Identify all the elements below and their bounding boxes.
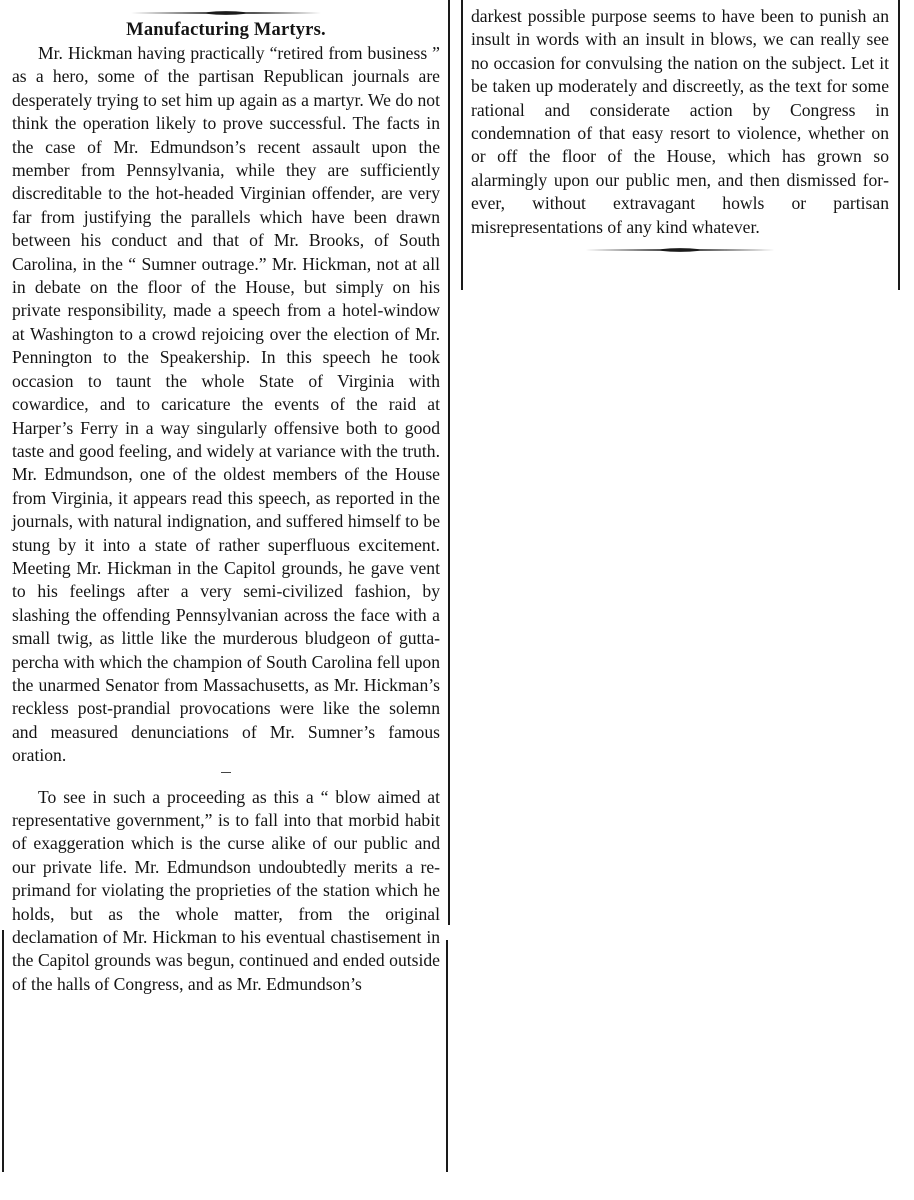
article-headline: Manufacturing Martyrs. [126, 20, 326, 40]
article-paragraph-2-part-2: darkest possible purpose seems to have been to punish an insult in words with an insult in blows, we can really see no occasion for convulsing the nation on the subject. Let it be taken up moderately and discreetly, as the text for some rational and considerate action by Congress in condemnation of that easy resort to violence, whether on or off the floor of the House, which has grown so alarmingly upon our public men, and then dismissed forever, without extravagant howls or partisan misrepresentations of any kind whatever. [471, 6, 889, 237]
column-rule-center-top [448, 0, 450, 925]
article-paragraph-2-part-1: To see in such a proceeding as this a “ blow aimed at representative government,” is to fall into that morbid habit of exaggeration which is the curse alike of our public and our private life. Mr. Edmundson undoubtedly merits a reprimand for violating the proprieties of the station which he holds, but as the whole matter, from the original declamation of Mr. Hickman to his eventual chastisement in the Capitol grounds was begun, continued and ended outside of the halls of Congress, and as Mr. Edmundson’s [12, 786, 440, 994]
column-rule-right-inner [461, 0, 463, 290]
article-paragraph-1: Mr. Hickman having practically “retired from business ” as a hero, some of the partisan Republican journals are desperately trying to set him up again as a martyr. We do not think the operation likely to prove successful. The facts in the case of Mr. Edmundson’s recent assault upon the member from Pennsylvania, while they are sufficiently discreditable to the hot-headed Virginian offender, are very far from justifying the parallels which have been drawn between his conduct and that of Mr. Brooks, of South Carolina, in the “ Sumner outrage.” Mr. Hickman, not at all in debate on the floor of the House, but simply on his private responsibility, made a speech from a hotel-window at Washington to a crowd rejoicing over the election of Mr. Pennington to the Speakership. In this speech he took occasion to taunt the whole State of Virginia with cowardice, and to caricature the events of the raid at Harper’s Ferry in a way singularly offensive both to good taste and good feeling, and widely at variance with the truth. Mr. Edmundson, one of the oldest members of the House from Virginia, it appears read this speech, as reported in the journals, with natural indignation, and suffered himself to be stung by it into a state of rather superfluous excitement. Meeting Mr. Hickman in the Capitol grounds, he gave vent to his feelings after a very semi-civilized fashion, by slashing the offending Pennsylvanian across the face with a small twig, as little like the murderous bludgeon of gutta-percha with which the champion of South Carolina fell upon the unarmed Senator from Massachusetts, as Mr. Hickman’s reckless post-prandial provocations were like the solemn and measured denunciations of Mr. Sumner’s famous oration. [12, 43, 440, 766]
article-end-ornament-rule [585, 247, 775, 253]
paragraph-separator [221, 772, 231, 774]
headline-ornament-rule [131, 10, 321, 16]
article-column-left [12, 10, 440, 996]
column-rule-right [898, 0, 900, 290]
column-rule-center-bottom [446, 940, 448, 1172]
article-column-right [471, 5, 889, 253]
column-rule-left [2, 930, 4, 1172]
